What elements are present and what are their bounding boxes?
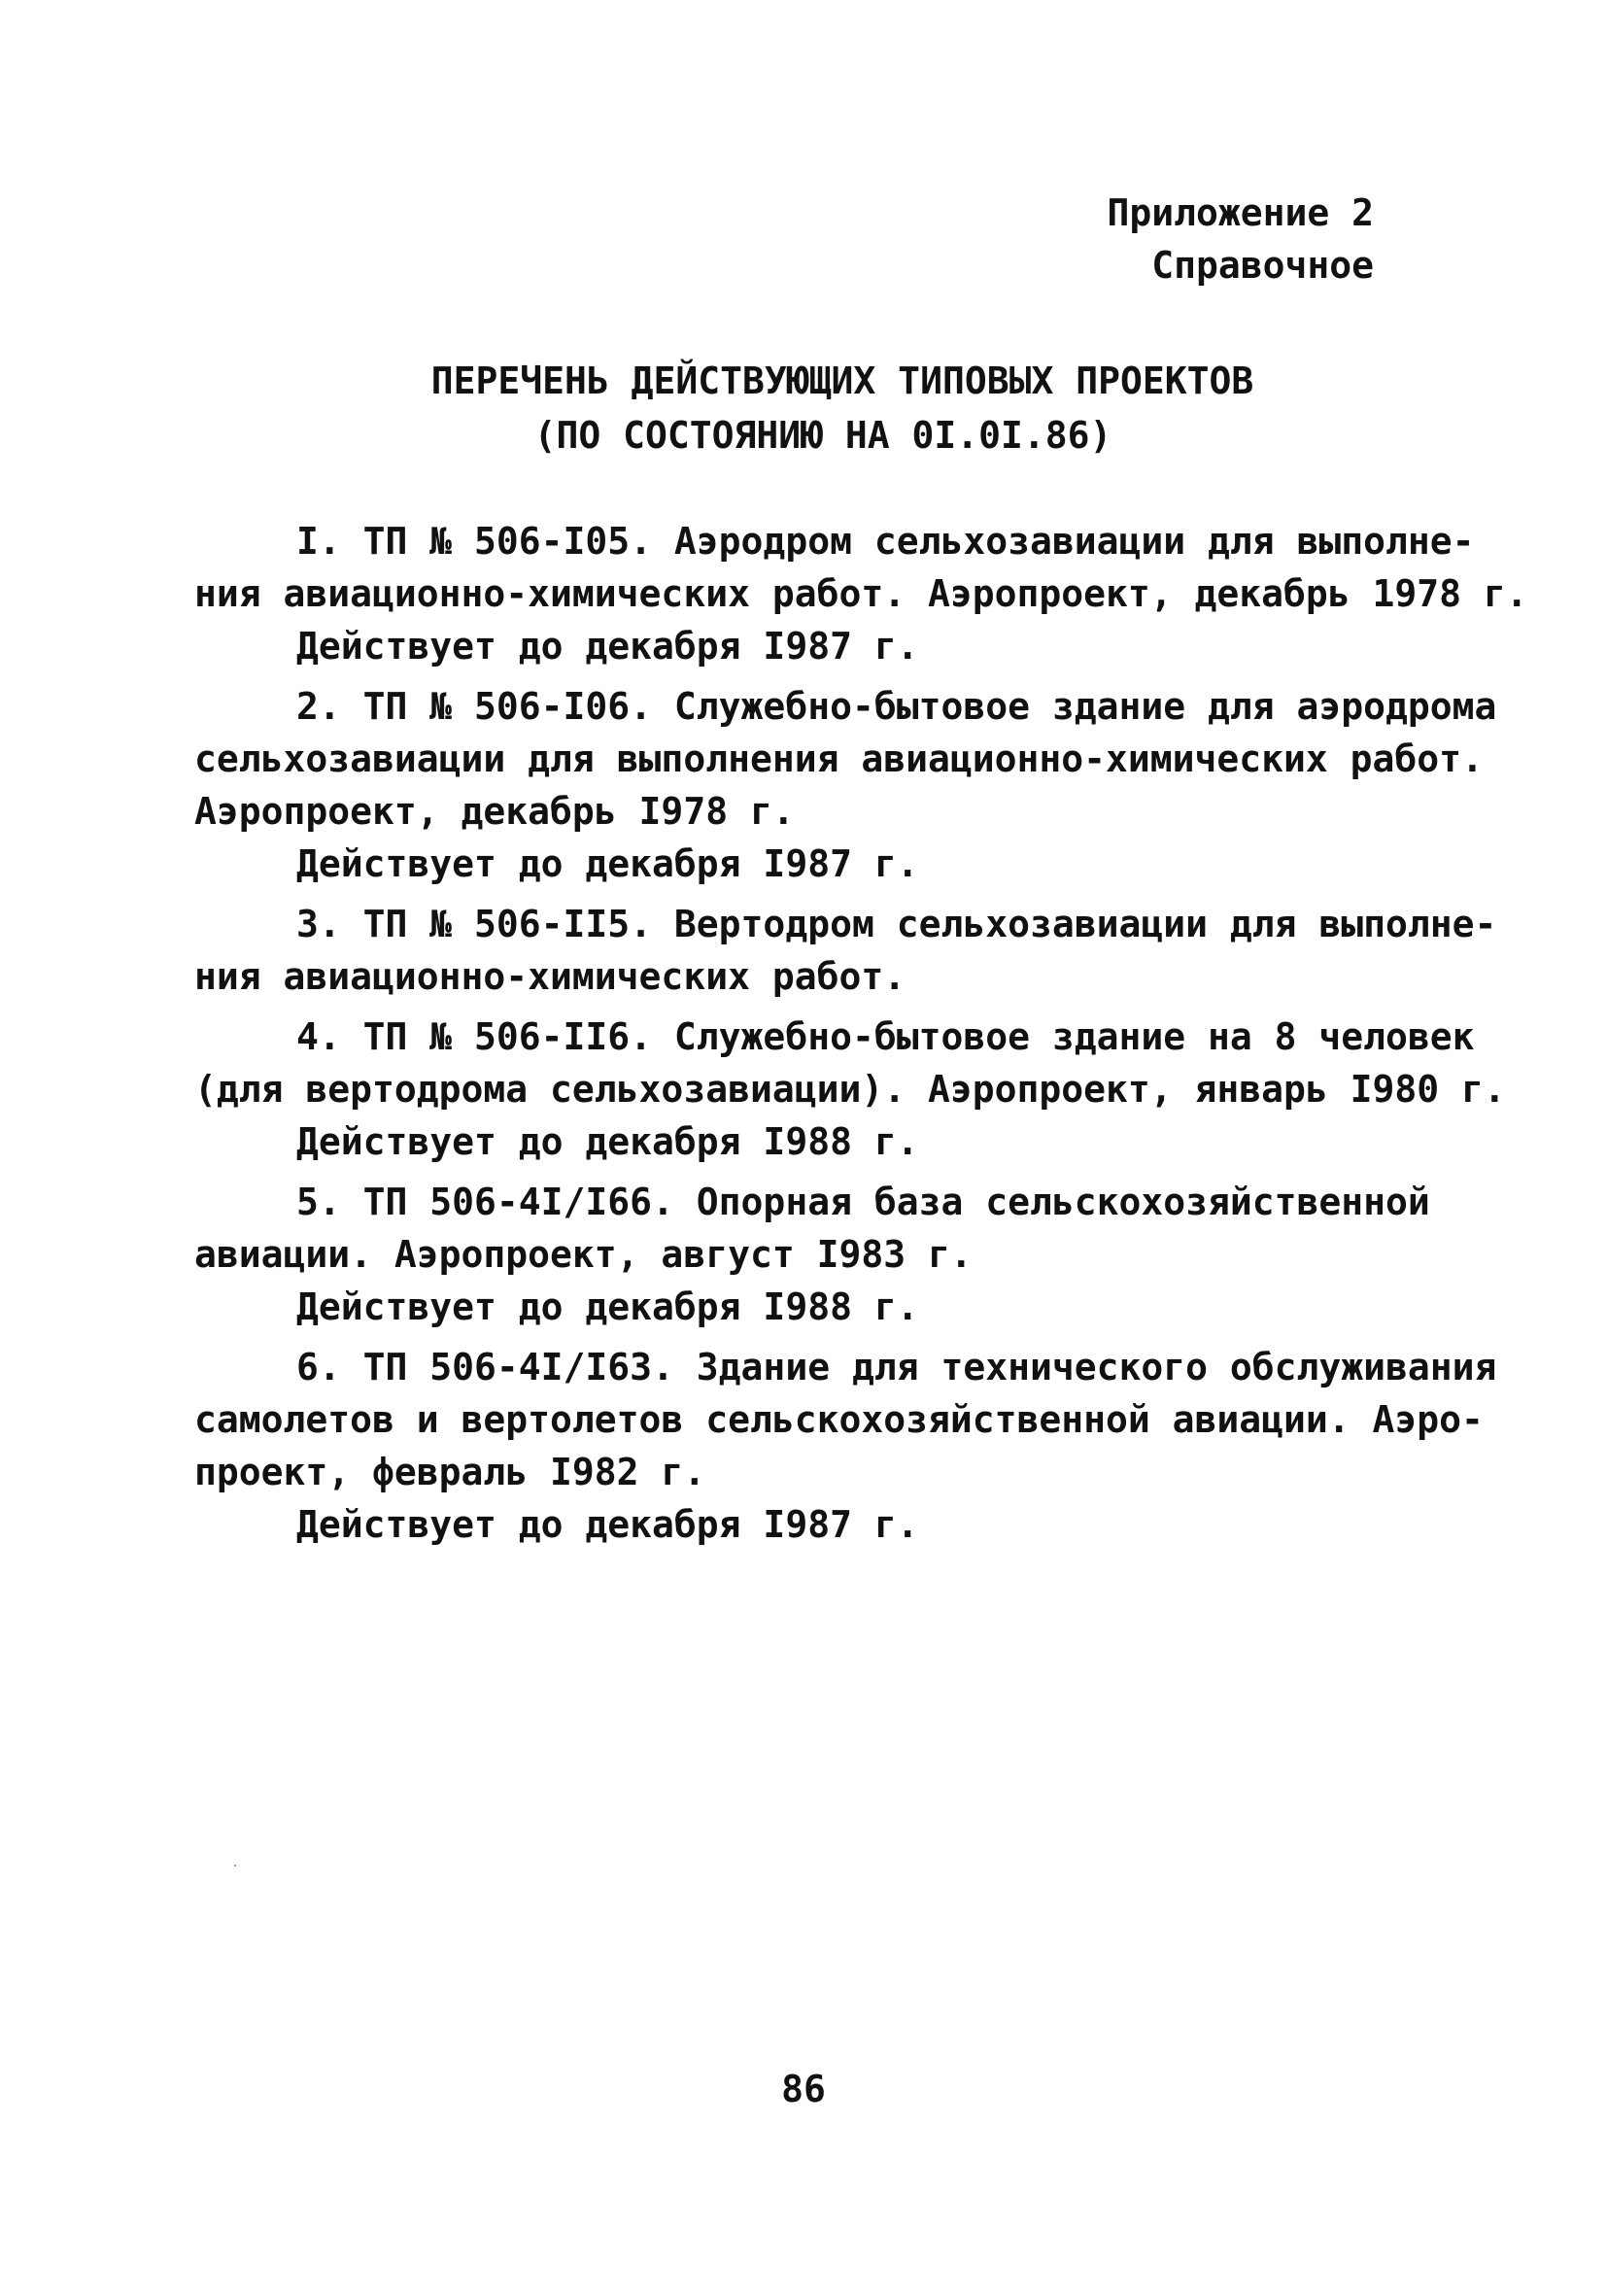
- entry-validity: Действует до декабря I987 г.: [296, 842, 919, 885]
- page-number: 86: [781, 2068, 826, 2110]
- entry-validity: Действует до декабря I987 г.: [296, 1503, 919, 1546]
- entry-validity: Действует до декабря I988 г.: [296, 1120, 919, 1163]
- title-line-2: (ПО СОСТОЯНИЮ НА 0I.0I.86): [533, 414, 1112, 457]
- title-line-1: ПЕРЕЧЕНЬ ДЕЙСТВУЮЩИХ ТИПОВЫХ ПРОЕКТОВ: [430, 360, 1254, 402]
- entry-validity: Действует до декабря I988 г.: [296, 1285, 919, 1328]
- list-item: [194, 1341, 1497, 1551]
- entry-line: 5. ТП 506-4I/I66. Опорная база сельскохозяйственной: [296, 1181, 1430, 1223]
- document-title: [0, 354, 1607, 463]
- entry-line: Аэропроект, декабрь I978 г.: [194, 790, 795, 833]
- list-item: [194, 1176, 1430, 1333]
- entry-line: 6. ТП 506-4I/I63. Здание для технического обслуживания: [296, 1346, 1497, 1388]
- entry-line: (для вертодрома сельхозавиации). Аэропроект, январь I980 г.: [194, 1068, 1506, 1111]
- entry-line: авиации. Аэропроект, август I983 г.: [194, 1233, 973, 1276]
- list-item: [194, 680, 1497, 890]
- entry-line: I. ТП № 506-I05. Аэродром сельхозавиации для выполне-: [296, 520, 1475, 563]
- scan-speck: [234, 1865, 236, 1867]
- entry-line: самолетов и вертолетов сельскохозяйственной авиации. Аэро-: [194, 1398, 1484, 1441]
- appendix-header: [1107, 187, 1374, 291]
- entry-line: 2. ТП № 506-I06. Служебно-бытовое здание для аэродрома: [296, 685, 1497, 728]
- entry-line: ния авиационно-химических работ. Аэропроект, декабрь 1978 г.: [194, 572, 1528, 615]
- list-item: [194, 898, 1497, 1003]
- appendix-type: Справочное: [1151, 244, 1374, 287]
- entry-line: ния авиационно-химических работ.: [194, 955, 906, 998]
- list-item: [194, 1011, 1506, 1168]
- list-item: [194, 515, 1528, 672]
- entry-line: 3. ТП № 506-II5. Вертодром сельхозавиации для выполне-: [296, 903, 1497, 945]
- entry-validity: Действует до декабря I987 г.: [296, 625, 919, 668]
- entry-line: 4. ТП № 506-II6. Служебно-бытовое здание на 8 человек: [296, 1015, 1475, 1058]
- entry-line: сельхозавиации для выполнения авиационно-химических работ.: [194, 737, 1484, 780]
- project-list: [194, 515, 1528, 1559]
- entry-line: проект, февраль I982 г.: [194, 1451, 706, 1493]
- appendix-label: Приложение 2: [1107, 191, 1374, 234]
